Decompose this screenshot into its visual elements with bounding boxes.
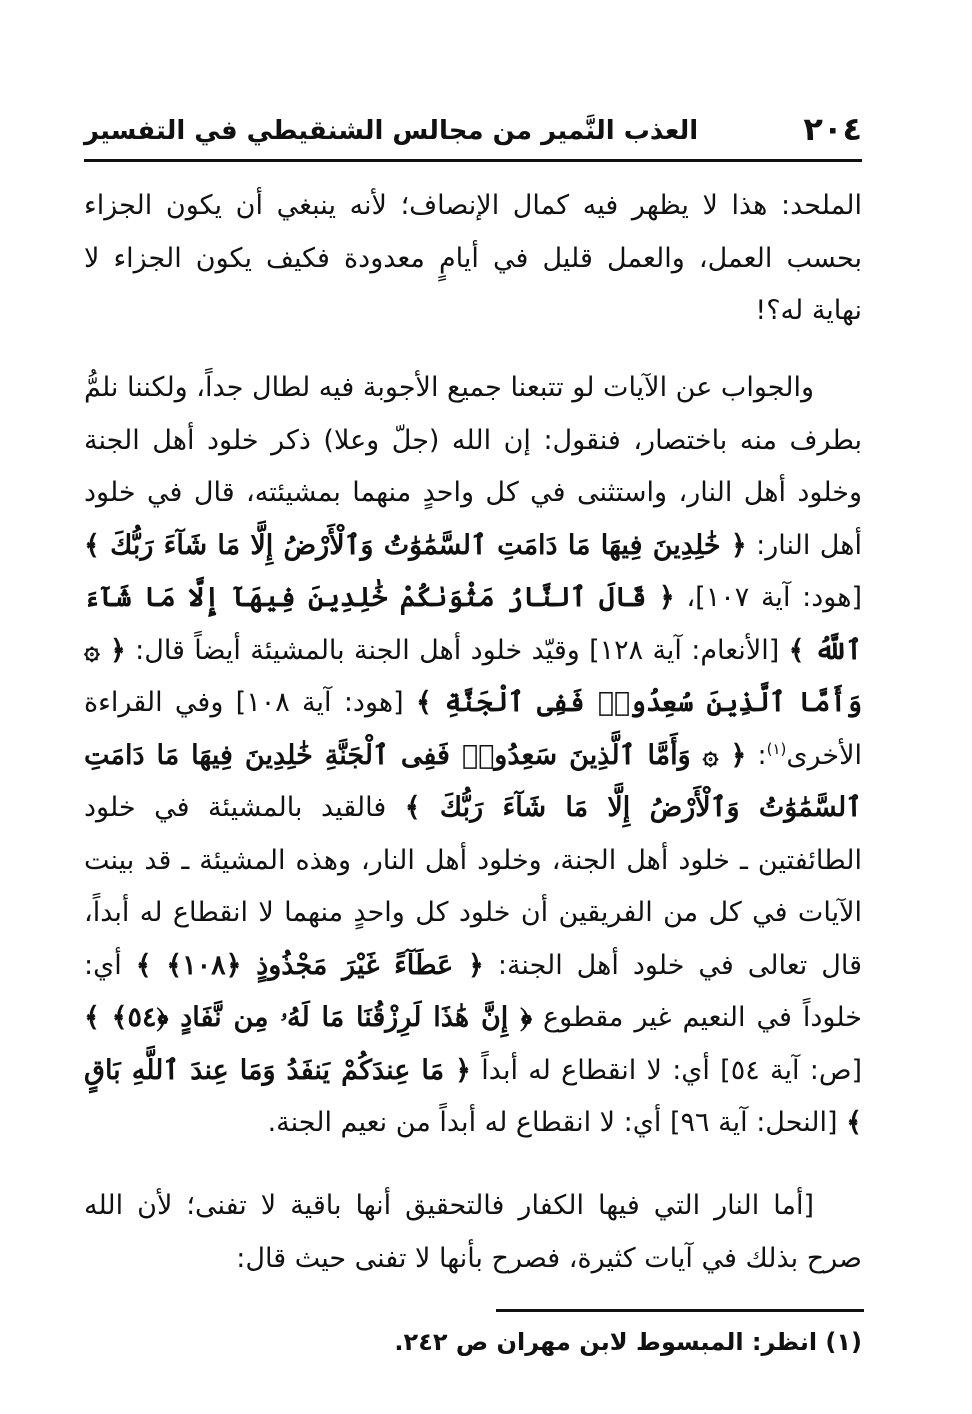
quran-verse-hud-107: ﴿ خَٰلِدِينَ فِيهَا مَا دَامَتِ ٱلسَّمَٰوَٰتُ وَٱلْأَرْضُ إِلَّا مَا شَآءَ رَبُّكَ ﴾ xyxy=(84,529,747,561)
quran-verse-other-reading: ﴿ ۞ وَأَمَّا ٱلَّذِينَ سَعِدُوا۟ فَفِى ٱلْجَنَّةِ خَٰلِدِينَ فِيهَا مَا دَامَتِ ٱلسَّمَٰوَٰتُ وَٱلْأَرْضُ إِلَّا مَا شَآءَ رَبُّكَ ﴾ xyxy=(84,739,862,823)
page-header xyxy=(84,106,862,154)
footnote-marker: (١) xyxy=(766,739,787,758)
reference-hud-108: [هود: آية ١٠٨] وفي القراءة الأخرى xyxy=(84,687,862,771)
header-rule xyxy=(84,159,862,162)
quran-verse-anam-128: ﴿ قَالَ ٱلنَّارُ مَثْوَىٰكُمْ خَٰلِدِينَ فِيهَآ إِلَّا مَا شَآءَ ٱللَّهُ ﴾ xyxy=(84,582,863,666)
colon: : xyxy=(757,739,767,771)
footnote-text: (١) انظر: المبسوط لابن مهران ص ٢٤٢. xyxy=(394,1328,862,1356)
paragraph-nar xyxy=(84,1180,862,1285)
paragraph-text: [أما النار التي فيها الكفار فالتحقيق أنها باقية لا تفنى؛ لأن الله صرح بذلك في آيات كثيرة، فصرح بأنها لا تفنى حيث قال: xyxy=(84,1190,862,1274)
quran-verse-nahl-96: ﴿ مَا عِندَكُمْ يَنفَدُ وَمَا عِندَ ٱللَّهِ بَاقٍ ﴾ xyxy=(84,1054,862,1138)
paragraph-mulhid xyxy=(84,180,862,338)
explanation-text: فالقيد بالمشيئة في خلود الطائفتين ـ خلود أهل الجنة، وخلود أهل النار، وهذه المشيئة ـ قد بينت الآيات في كل من الفريقين أن خلود كل واحدٍ منهما لا انقطاع له أبداً، قال تعالى في خلود أهل الجنة: xyxy=(84,792,862,981)
footnote-rule xyxy=(496,1309,864,1312)
paragraph-text: الملحد: هذا لا يظهر فيه كمال الإنصاف؛ لأنه ينبغي أن يكون الجزاء بحسب العمل، والعمل قليل في أيامٍ معدودة فكيف يكون الجزاء لا نهاية له؟! xyxy=(84,190,862,326)
quran-verse-hud-108-ata: ﴿ عَطَآءً غَيْرَ مَجْذُوذٍ ﴿١٠٨﴾ ﴾ xyxy=(135,949,484,981)
page-number: ٢٠٤ xyxy=(803,110,862,148)
reference-nahl-96: [النحل: آية ٩٦] أي: لا انقطاع له أبداً من نعيم الجنة. xyxy=(267,1107,838,1138)
footnote xyxy=(84,1320,862,1364)
reference-sad-54: [ص: آية ٥٤] أي: لا انقطاع له أبداً xyxy=(481,1054,862,1086)
running-title: العذب النَّمير من مجالس الشنقيطي في التفسير xyxy=(84,116,699,146)
reference-anam-128: [الأنعام: آية ١٢٨] وقيّد خلود أهل الجنة بالمشيئة أيضاً قال: xyxy=(135,634,780,666)
paragraph-answer xyxy=(84,362,862,1150)
quran-verse-sad-54: ﴿ إِنَّ هَٰذَا لَرِزْقُنَا مَا لَهُۥ مِن نَّفَادٍ ﴿٥٤﴾ ﴾ xyxy=(84,1002,533,1033)
explanation-ata: أي: خلوداً في النعيم غير مقطوع xyxy=(84,949,862,1033)
reference-hud-107: [هود: آية ١٠٧]، xyxy=(686,582,863,613)
answer-text: والجواب عن الآيات لو تتبعنا جميع الأجوبة فيه لطال جداً، ولكننا نلمُّ بطرف منه باختصار، فنقول: إن الله (جلّ وعلا) ذكر خلود أهل الجنة وخلود أهل النار، واستثنى في كل واحدٍ منهما بمشيئته، قال في خلود أهل النار: xyxy=(84,372,862,561)
quran-verse-hud-108: ﴿ ۞ وَأَمَّا ٱلَّذِينَ سُعِدُوا۟ فَفِى ٱلْجَنَّةِ ﴾ xyxy=(84,634,863,718)
